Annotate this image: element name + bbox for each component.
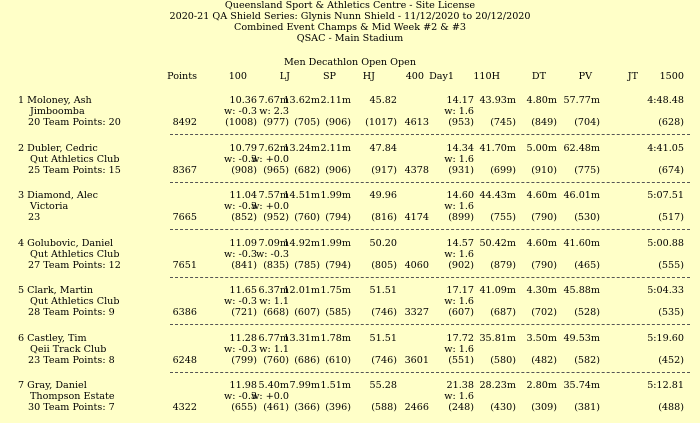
score-r400: (746) xyxy=(371,354,397,366)
result-r100: 10.79 xyxy=(229,142,257,154)
athlete-place-name: 4 Golubovic, Daniel xyxy=(18,237,114,249)
score-r100: (1008) xyxy=(225,117,257,128)
result-dt: 43.93m xyxy=(479,95,516,106)
row-separator xyxy=(170,277,690,278)
result-hj: 2.11m xyxy=(320,142,351,154)
result-sp: 13.62m xyxy=(283,95,320,106)
score-r400: (588) xyxy=(371,402,397,413)
result-dt: 35.81m xyxy=(479,332,516,344)
wind-110h: w: 1.6 xyxy=(444,248,474,260)
result-hj: 1.51m xyxy=(320,380,351,391)
wind-110h: w: 1.6 xyxy=(444,153,474,165)
result-r100: 11.09 xyxy=(229,237,257,249)
score-lj: (977) xyxy=(263,117,289,128)
score-r1500: (488) xyxy=(658,402,684,413)
athlete-team-points: 25 Team Points: 15 xyxy=(28,164,121,176)
result-sp: 13.31m xyxy=(283,332,320,344)
result-r1500: 5:07.51 xyxy=(647,190,684,201)
score-sp: (686) xyxy=(294,354,320,366)
score-r100: (908) xyxy=(231,164,257,176)
result-jt: 62.48m xyxy=(563,142,600,154)
result-sp: 14.51m xyxy=(283,190,320,201)
result-lj: 7.09m xyxy=(258,237,289,249)
result-r400: 50.20 xyxy=(369,237,397,249)
result-jt: 45.88m xyxy=(563,285,600,296)
score-h110: (551) xyxy=(448,354,474,366)
score-jt: (775) xyxy=(574,164,600,176)
result-hj: 1.99m xyxy=(320,237,351,249)
athlete-team-points: 27 Team Points: 12 xyxy=(28,259,121,271)
day1-total: 2466 xyxy=(404,402,429,413)
score-lj: (461) xyxy=(263,402,289,413)
athlete-place-name: 3 Diamond, Alec xyxy=(18,190,98,201)
athlete-team-points: 23 xyxy=(28,212,41,223)
score-hj: (906) xyxy=(325,164,351,176)
score-dt: (699) xyxy=(490,164,516,176)
score-jt: (381) xyxy=(574,402,600,413)
day1-total: 4613 xyxy=(404,117,429,128)
wind-lj: w: +0.0 xyxy=(251,201,289,212)
result-pv: 4.60m xyxy=(526,237,557,249)
athlete-place-name: 5 Clark, Martin xyxy=(18,285,94,296)
athlete-team-points: 23 Team Points: 8 xyxy=(28,354,115,366)
athlete-club: Thompson Estate xyxy=(30,391,115,402)
col-hj-label: HJ xyxy=(362,71,375,82)
result-hj: 2.11m xyxy=(320,95,351,106)
result-pv: 4.80m xyxy=(526,95,557,106)
athlete-total-points: 7651 xyxy=(172,259,197,271)
day1-total: 4060 xyxy=(404,259,429,271)
score-sp: (705) xyxy=(294,117,320,128)
result-r100: 11.65 xyxy=(229,285,257,296)
score-jt: (530) xyxy=(574,212,600,223)
athlete-team-points: 20 Team Points: 20 xyxy=(28,117,121,128)
athlete-place-name: 6 Castley, Tim xyxy=(18,332,87,344)
score-r400: (1017) xyxy=(365,117,397,128)
result-lj: 6.77m xyxy=(258,332,289,344)
result-r1500: 4:41.05 xyxy=(647,142,684,154)
result-lj: 6.37m xyxy=(258,285,289,296)
athlete-team-points: 30 Team Points: 7 xyxy=(28,402,115,413)
result-jt: 57.77m xyxy=(563,95,600,106)
score-pv: (790) xyxy=(531,259,557,271)
score-r1500: (517) xyxy=(658,212,684,223)
score-dt: (755) xyxy=(490,212,516,223)
athlete-club: Qut Athletics Club xyxy=(30,153,120,165)
score-hj: (794) xyxy=(325,212,351,223)
result-sp: 14.92m xyxy=(283,237,320,249)
score-r100: (841) xyxy=(231,259,257,271)
athlete-place-name: 1 Moloney, Ash xyxy=(18,95,92,106)
score-dt: (745) xyxy=(490,117,516,128)
result-r100: 11.04 xyxy=(229,190,257,201)
result-sp: 12.01m xyxy=(283,285,320,296)
score-hj: (794) xyxy=(325,259,351,271)
score-jt: (582) xyxy=(574,354,600,366)
result-sp: 7.99m xyxy=(289,380,320,391)
score-r100: (721) xyxy=(231,307,257,318)
result-lj: 7.67m xyxy=(258,95,289,106)
wind-lj: w: -0.3 xyxy=(256,248,289,260)
athlete-club: Jimboomba xyxy=(30,106,85,117)
result-dt: 44.43m xyxy=(479,190,516,201)
event-title: Men Decathlon Open Open xyxy=(283,57,417,68)
result-h110: 17.17 xyxy=(446,285,474,296)
result-r1500: 5:19.60 xyxy=(647,332,684,344)
result-r100: 11.98 xyxy=(229,380,257,391)
athlete-total-points: 6386 xyxy=(172,307,197,318)
wind-100: w: -0.3 xyxy=(224,106,257,117)
wind-100: w: -0.3 xyxy=(224,153,257,165)
score-r400: (805) xyxy=(371,259,397,271)
result-r400: 47.84 xyxy=(369,142,397,154)
result-lj: 7.57m xyxy=(258,190,289,201)
col-1500-label: 1500 xyxy=(659,71,684,82)
result-dt: 41.70m xyxy=(479,142,516,154)
athlete-club: Qut Athletics Club xyxy=(30,248,120,260)
wind-lj: w: +0.0 xyxy=(251,391,289,402)
row-separator xyxy=(170,372,690,373)
row-separator xyxy=(170,324,690,325)
result-r400: 49.96 xyxy=(369,190,397,201)
day1-total: 4378 xyxy=(404,164,429,176)
score-r1500: (628) xyxy=(658,117,684,128)
result-pv: 4.60m xyxy=(526,190,557,201)
athlete-total-points: 4322 xyxy=(172,402,197,413)
result-dt: 50.42m xyxy=(479,237,516,249)
wind-lj: w: +0.0 xyxy=(251,153,289,165)
score-sp: (682) xyxy=(294,164,320,176)
result-jt: 41.60m xyxy=(563,237,600,249)
wind-100: w: -0.3 xyxy=(224,296,257,307)
wind-100: w: -0.3 xyxy=(224,343,257,355)
col-points-label: Points xyxy=(167,71,197,82)
result-hj: 1.78m xyxy=(320,332,351,344)
row-separator xyxy=(170,182,690,183)
result-jt: 35.74m xyxy=(563,380,600,391)
score-dt: (430) xyxy=(490,402,516,413)
col-100-label: 100 xyxy=(228,71,247,82)
result-dt: 28.23m xyxy=(479,380,516,391)
col-110h-label: 110H xyxy=(473,71,500,82)
result-jt: 49.53m xyxy=(563,332,600,344)
result-pv: 2.80m xyxy=(526,380,557,391)
score-pv: (482) xyxy=(531,354,557,366)
score-lj: (952) xyxy=(263,212,289,223)
result-lj: 7.62m xyxy=(258,142,289,154)
score-hj: (585) xyxy=(325,307,351,318)
col-sp-label: SP xyxy=(322,71,336,82)
col-dt-label: DT xyxy=(531,71,546,82)
wind-lj: w: 2.3 xyxy=(259,106,289,117)
result-h110: 17.72 xyxy=(446,332,474,344)
score-lj: (668) xyxy=(263,307,289,318)
result-sp: 13.24m xyxy=(283,142,320,154)
athlete-club: Qut Athletics Club xyxy=(30,296,120,307)
score-r1500: (555) xyxy=(658,259,684,271)
result-h110: 14.17 xyxy=(446,95,474,106)
score-pv: (790) xyxy=(531,212,557,223)
score-pv: (309) xyxy=(531,402,557,413)
score-pv: (702) xyxy=(531,307,557,318)
athlete-team-points: 28 Team Points: 9 xyxy=(28,307,115,318)
score-h110: (899) xyxy=(448,212,474,223)
score-jt: (704) xyxy=(574,117,600,128)
col-jt-label: JT xyxy=(627,71,638,82)
score-r1500: (674) xyxy=(658,164,684,176)
score-lj: (965) xyxy=(263,164,289,176)
athlete-club: Qeii Track Club xyxy=(30,343,107,355)
score-dt: (687) xyxy=(490,307,516,318)
wind-100: w: -0.3 xyxy=(224,201,257,212)
result-r400: 55.28 xyxy=(369,380,397,391)
score-r1500: (535) xyxy=(658,307,684,318)
result-r400: 51.51 xyxy=(369,285,397,296)
header-line-meet: Combined Event Champs & Mid Week #2 & #3 xyxy=(234,22,466,33)
result-lj: 5.40m xyxy=(258,380,289,391)
wind-100: w: -0.3 xyxy=(224,391,257,402)
result-hj: 1.75m xyxy=(320,285,351,296)
day1-total: 3327 xyxy=(404,307,429,318)
score-h110: (931) xyxy=(448,164,474,176)
col-lj-label: LJ xyxy=(279,71,290,82)
wind-110h: w: 1.6 xyxy=(444,201,474,212)
result-h110: 14.34 xyxy=(446,142,474,154)
header-line-series: 2020-21 QA Shield Series: Glynis Nunn Shield - 11/12/2020 to 20/12/2020 xyxy=(169,11,531,22)
result-pv: 3.50m xyxy=(526,332,557,344)
score-h110: (248) xyxy=(448,402,474,413)
score-pv: (849) xyxy=(531,117,557,128)
score-h110: (902) xyxy=(448,259,474,271)
score-pv: (910) xyxy=(531,164,557,176)
athlete-place-name: 2 Dubler, Cedric xyxy=(18,142,98,154)
result-r100: 10.36 xyxy=(229,95,257,106)
wind-100: w: -0.3 xyxy=(224,248,257,260)
result-r1500: 5:12.81 xyxy=(647,380,684,391)
result-pv: 5.00m xyxy=(526,142,557,154)
athlete-club: Victoria xyxy=(30,201,69,212)
result-r1500: 4:48.48 xyxy=(647,95,684,106)
result-jt: 46.01m xyxy=(563,190,600,201)
score-jt: (465) xyxy=(574,259,600,271)
result-h110: 14.60 xyxy=(446,190,474,201)
score-r400: (917) xyxy=(371,164,397,176)
score-h110: (607) xyxy=(448,307,474,318)
score-lj: (835) xyxy=(263,259,289,271)
header-line-stadium: QSAC - Main Stadium xyxy=(296,33,404,44)
wind-110h: w: 1.6 xyxy=(444,391,474,402)
result-r1500: 5:04.33 xyxy=(647,285,684,296)
day1-total: 4174 xyxy=(404,212,429,223)
score-dt: (879) xyxy=(490,259,516,271)
athlete-total-points: 8492 xyxy=(172,117,197,128)
wind-110h: w: 1.6 xyxy=(444,296,474,307)
wind-110h: w: 1.6 xyxy=(444,343,474,355)
score-r100: (799) xyxy=(231,354,257,366)
wind-lj: w: 1.1 xyxy=(259,296,289,307)
result-h110: 14.57 xyxy=(446,237,474,249)
athlete-total-points: 6248 xyxy=(172,354,197,366)
score-sp: (607) xyxy=(294,307,320,318)
col-day1-label: Day1 xyxy=(429,71,454,82)
athlete-total-points: 7665 xyxy=(172,212,197,223)
result-h110: 21.38 xyxy=(446,380,474,391)
score-r1500: (452) xyxy=(658,354,684,366)
result-r1500: 5:00.88 xyxy=(647,237,684,249)
result-r400: 45.82 xyxy=(369,95,397,106)
score-hj: (396) xyxy=(325,402,351,413)
row-separator xyxy=(170,134,690,135)
wind-110h: w: 1.6 xyxy=(444,106,474,117)
day1-total: 3601 xyxy=(404,354,429,366)
athlete-place-name: 7 Gray, Daniel xyxy=(18,380,87,391)
score-lj: (760) xyxy=(263,354,289,366)
result-r400: 51.51 xyxy=(369,332,397,344)
score-hj: (906) xyxy=(325,117,351,128)
score-jt: (528) xyxy=(574,307,600,318)
col-400-label: 400 xyxy=(405,71,424,82)
result-hj: 1.99m xyxy=(320,190,351,201)
score-sp: (366) xyxy=(294,402,320,413)
score-r400: (816) xyxy=(371,212,397,223)
row-separator xyxy=(170,229,690,230)
score-sp: (760) xyxy=(294,212,320,223)
result-r100: 11.28 xyxy=(229,332,257,344)
score-dt: (580) xyxy=(490,354,516,366)
score-r100: (852) xyxy=(231,212,257,223)
score-r100: (655) xyxy=(231,402,257,413)
header-line-venue: Queensland Sport & Athletics Centre - Site License xyxy=(224,0,476,11)
score-h110: (953) xyxy=(448,117,474,128)
athlete-total-points: 8367 xyxy=(172,164,197,176)
score-hj: (610) xyxy=(325,354,351,366)
score-sp: (785) xyxy=(294,259,320,271)
wind-lj: w: 1.1 xyxy=(259,343,289,355)
result-dt: 41.09m xyxy=(479,285,516,296)
col-pv-label: PV xyxy=(578,71,592,82)
score-r400: (746) xyxy=(371,307,397,318)
result-pv: 4.30m xyxy=(526,285,557,296)
